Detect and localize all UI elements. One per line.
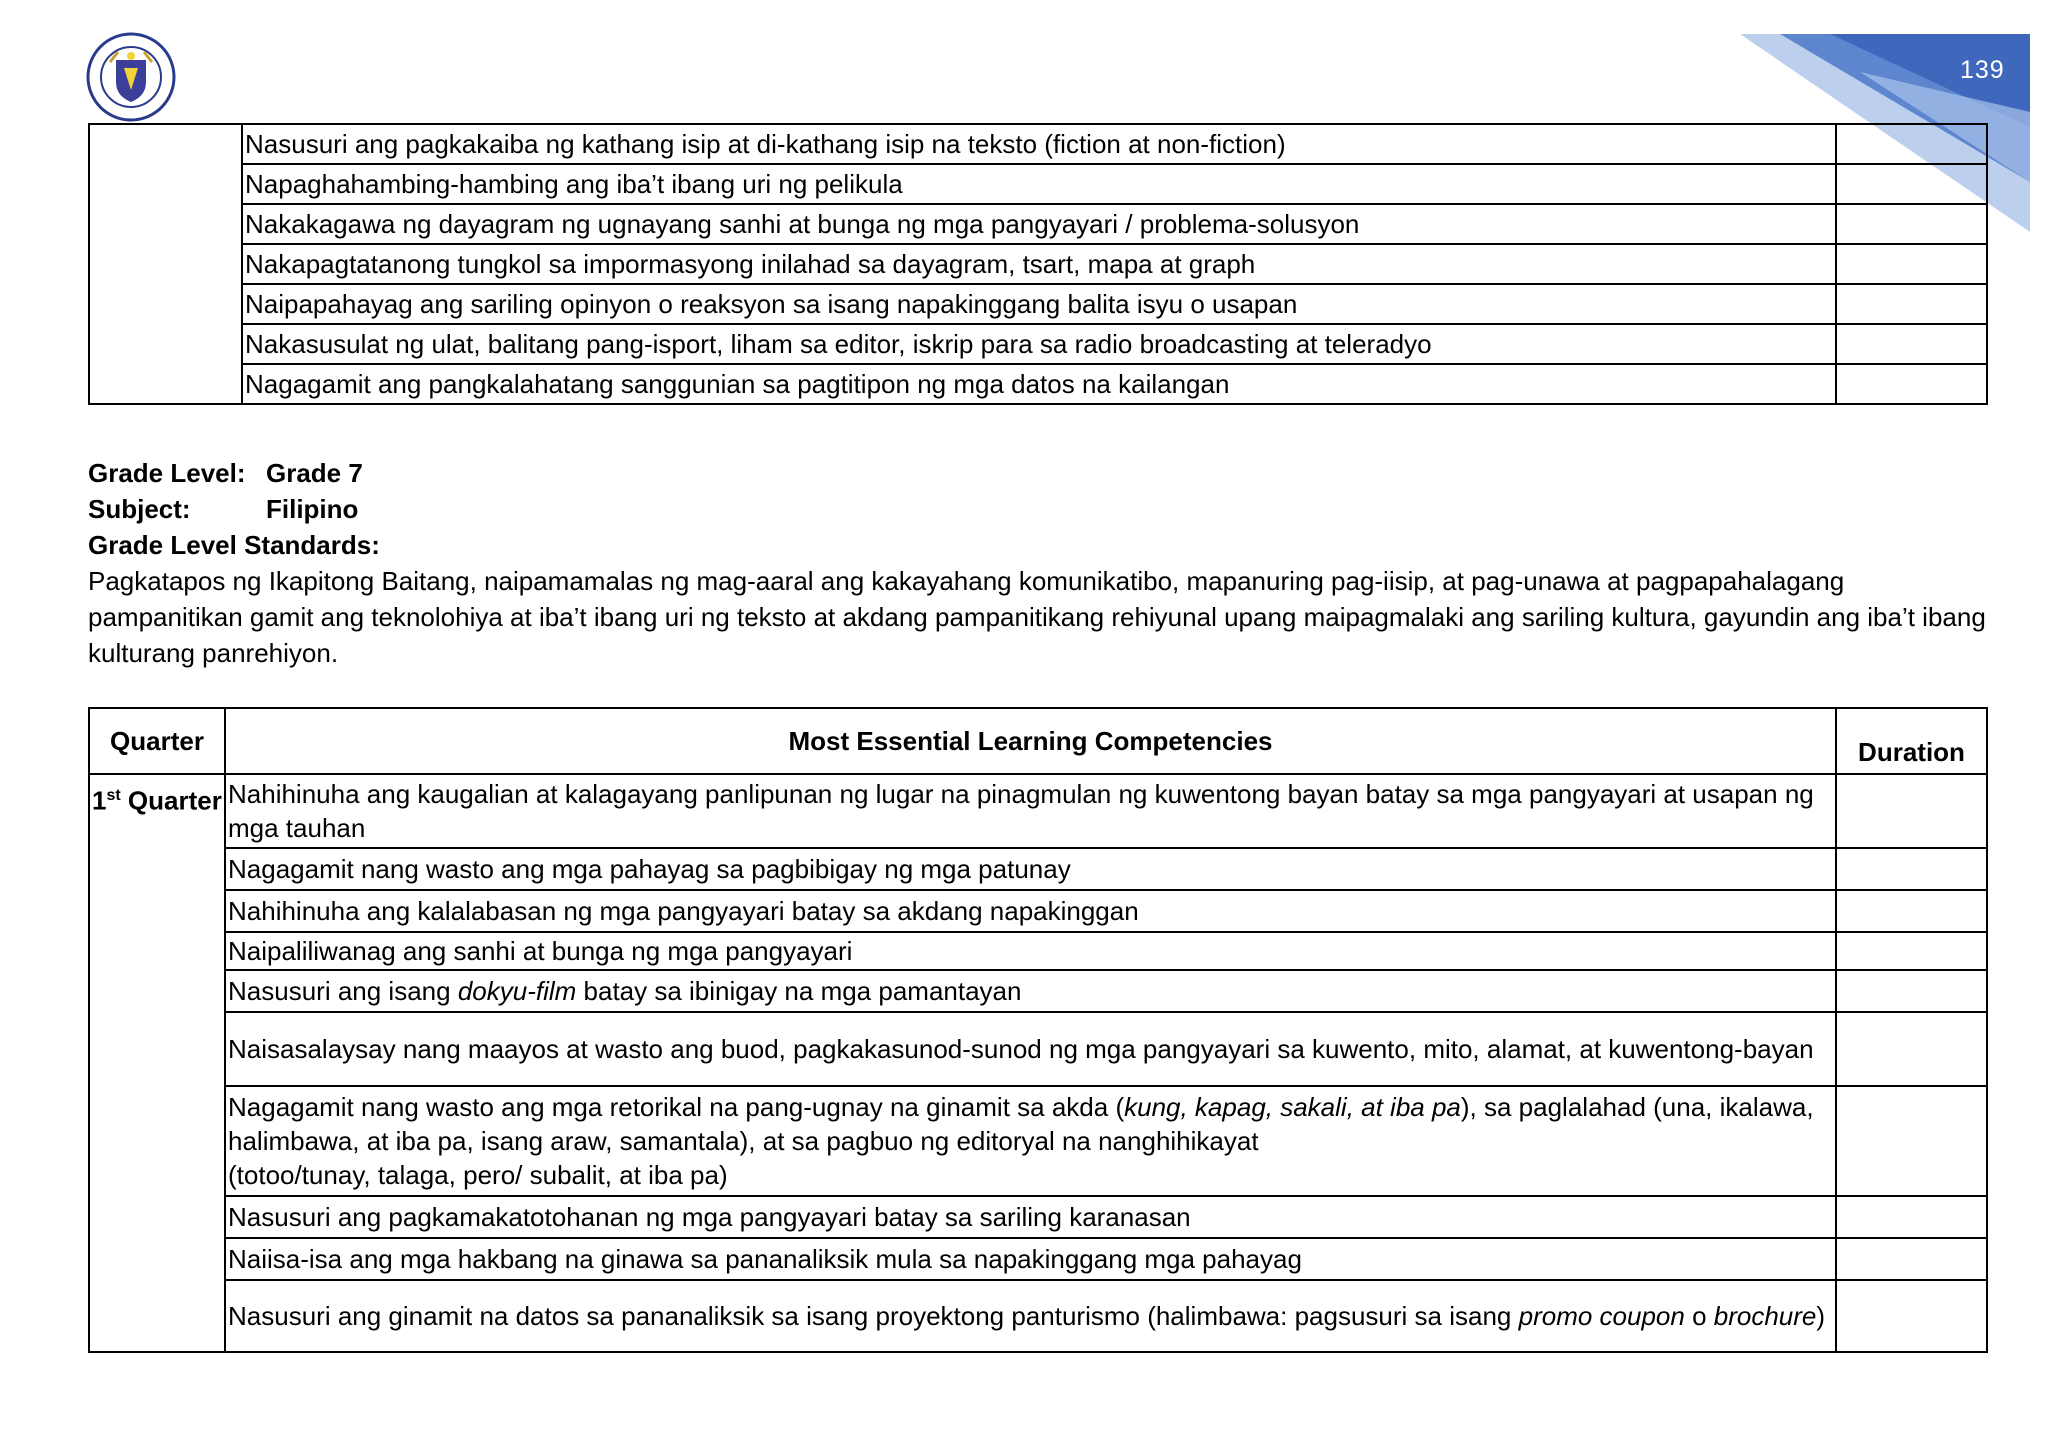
competency-cell: Nagagamit nang wasto ang mga pahayag sa pagbibigay ng mga patunay bbox=[225, 848, 1836, 890]
quarter-cell bbox=[89, 124, 242, 404]
italic-run: brochure bbox=[1713, 1301, 1817, 1331]
page-number: 139 bbox=[1960, 56, 2005, 84]
text-run: o bbox=[1684, 1301, 1714, 1331]
duration-cell bbox=[1836, 324, 1987, 364]
text-run: ), sa paglalahad (una, ikalawa, halimbawa, at iba pa, isang araw, samantala), at sa pagbuo ng editoryal na nanghihikayat bbox=[228, 1092, 1814, 1156]
duration-cell bbox=[1836, 1280, 1987, 1352]
subject-label: Subject: bbox=[88, 494, 191, 524]
competency-cell: Napaghahambing-hambing ang iba’t ibang uri ng pelikula bbox=[242, 164, 1836, 204]
duration-cell bbox=[1836, 848, 1987, 890]
duration-cell bbox=[1836, 1086, 1987, 1196]
duration-cell bbox=[1836, 774, 1987, 848]
table-row bbox=[89, 1238, 1987, 1280]
table-row bbox=[89, 932, 1987, 970]
competency-cell: Naisasalaysay nang maayos at wasto ang buod, pagkakasunod-sunod ng mga pangyayari sa kuwento, mito, alamat, at kuwentong-bayan bbox=[225, 1012, 1836, 1086]
standards-label: Grade Level Standards: bbox=[88, 530, 380, 560]
duration-cell bbox=[1836, 890, 1987, 932]
competency-table-continued bbox=[88, 123, 1988, 405]
table-row bbox=[89, 1086, 1987, 1196]
duration-cell bbox=[1836, 970, 1987, 1012]
text-run: ) bbox=[1816, 1301, 1826, 1331]
grade-level-label: Grade Level: bbox=[88, 458, 246, 488]
competency-cell: Nakapagtatanong tungkol sa impormasyong inilahad sa dayagram, tsart, mapa at graph bbox=[242, 244, 1836, 284]
competency-cell: Nahihinuha ang kalalabasan ng mga pangyayari batay sa akdang napakinggan bbox=[225, 890, 1836, 932]
text-run: Nasusuri ang ginamit na datos sa pananaliksik sa isang proyektong panturismo (halimbawa: pagsusuri sa isang bbox=[228, 1301, 1519, 1331]
competency-cell: Nagagamit ang pangkalahatang sanggunian sa pagtitipon ng mga datos na kailangan bbox=[242, 364, 1836, 404]
competency-cell: Naiisa-isa ang mga hakbang na ginawa sa pananaliksik mula sa napakinggang mga pahayag bbox=[225, 1238, 1836, 1280]
duration-cell bbox=[1836, 244, 1987, 284]
competency-cell: Nasusuri ang pagkamakatotohanan ng mga pangyayari batay sa sariling karanasan bbox=[225, 1196, 1836, 1238]
table-row bbox=[89, 204, 1987, 244]
table-row bbox=[89, 364, 1987, 404]
duration-cell bbox=[1836, 1238, 1987, 1280]
table-row bbox=[89, 1012, 1987, 1086]
quarter-cell bbox=[89, 774, 225, 1352]
text-run: (totoo/tunay, talaga, pero/ subalit, at iba pa) bbox=[228, 1160, 728, 1190]
subject-value: Filipino bbox=[266, 494, 359, 524]
quarter-word: Quarter bbox=[120, 785, 222, 816]
text-run: batay sa ibinigay na mga pamantayan bbox=[576, 976, 1022, 1006]
table-row bbox=[89, 164, 1987, 204]
text-run: Nasusuri ang isang bbox=[228, 976, 458, 1006]
competency-cell: Naipaliliwanag ang sanhi at bunga ng mga pangyayari bbox=[225, 932, 1836, 970]
table-row bbox=[89, 848, 1987, 890]
text-run: Nagagamit nang wasto ang mga retorikal na pang-ugnay na ginamit sa akda ( bbox=[228, 1092, 1125, 1122]
table-row bbox=[89, 324, 1987, 364]
competency-cell: Naipapahayag ang sariling opinyon o reaksyon sa isang napakinggang balita isyu o usapan bbox=[242, 284, 1836, 324]
standards-text: Pagkatapos ng Ikapitong Baitang, naipamamalas ng mag-aaral ang kakayahang komunikatibo, mapanuring pag-iisip, at pag-unawa at pagpapahalagang pampanitikan gamit ang teknolohiya at iba’t ibang uri ng teksto at akdang pampanitikang rehiyunal upang maipagmalaki ang sariling kultura, gayundin ang iba’t ibang kulturang panrehiyon. bbox=[88, 566, 1986, 668]
grade-level-value: Grade 7 bbox=[266, 458, 363, 488]
competency-cell: Nakakagawa ng dayagram ng ugnayang sanhi at bunga ng mga pangyayari / problema-solusyon bbox=[242, 204, 1836, 244]
table-row bbox=[89, 970, 1987, 1012]
competency-cell bbox=[225, 970, 1836, 1012]
table-row bbox=[89, 774, 1987, 848]
competency-table bbox=[88, 707, 1988, 1353]
table-row bbox=[89, 890, 1987, 932]
competency-cell bbox=[225, 1086, 1836, 1196]
header-quarter: Quarter bbox=[89, 708, 225, 774]
table-row bbox=[89, 124, 1987, 164]
competency-cell bbox=[225, 1280, 1836, 1352]
italic-run: promo coupon bbox=[1518, 1301, 1685, 1331]
competency-cell: Nakasusulat ng ulat, balitang pang-isport, liham sa editor, iskrip para sa radio broadcasting at teleradyo bbox=[242, 324, 1836, 364]
duration-cell bbox=[1836, 164, 1987, 204]
table-row bbox=[89, 244, 1987, 284]
italic-run: dokyu-film bbox=[457, 976, 577, 1006]
table-row bbox=[89, 1280, 1987, 1352]
competency-cell: Nasusuri ang pagkakaiba ng kathang isip at di-kathang isip na teksto (fiction at non-fiction) bbox=[242, 124, 1836, 164]
duration-cell bbox=[1836, 1196, 1987, 1238]
header-competencies: Most Essential Learning Competencies bbox=[225, 708, 1836, 774]
grade-info bbox=[88, 455, 1988, 671]
duration-cell bbox=[1836, 364, 1987, 404]
deped-seal-logo bbox=[86, 32, 176, 122]
duration-cell bbox=[1836, 1012, 1987, 1086]
duration-cell bbox=[1836, 932, 1987, 970]
competency-cell: Nahihinuha ang kaugalian at kalagayang panlipunan ng lugar na pinagmulan ng kuwentong bayan batay sa mga pangyayari at usapan ng mga tauhan bbox=[225, 774, 1836, 848]
table-row bbox=[89, 1196, 1987, 1238]
quarter-number: 1 bbox=[92, 785, 107, 816]
header-duration: Duration bbox=[1836, 708, 1987, 774]
duration-cell bbox=[1836, 124, 1987, 164]
table-header-row bbox=[89, 708, 1987, 774]
duration-cell bbox=[1836, 204, 1987, 244]
quarter-suffix: st bbox=[106, 787, 121, 804]
italic-run: kung, kapag, sakali, at iba pa bbox=[1124, 1092, 1461, 1122]
duration-cell bbox=[1836, 284, 1987, 324]
table-row bbox=[89, 284, 1987, 324]
